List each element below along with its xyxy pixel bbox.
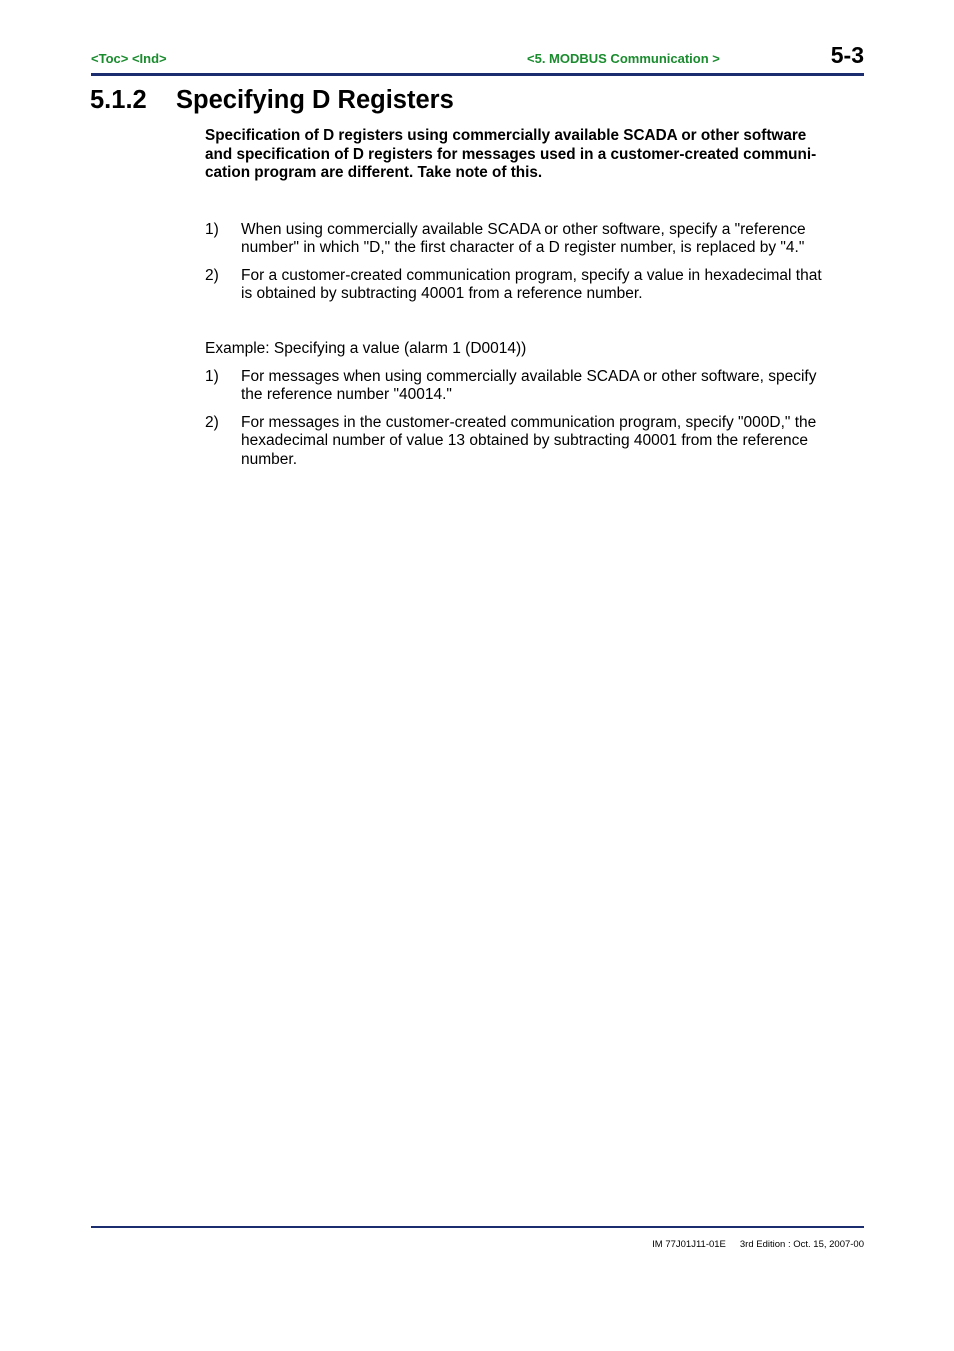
chapter-link[interactable]: <5. MODBUS Communication > xyxy=(527,51,720,66)
section-heading xyxy=(90,86,454,115)
list-item-index: 1) xyxy=(205,221,219,238)
list-item-line: the reference number "40014." xyxy=(241,386,452,404)
edition-info: 3rd Edition : Oct. 15, 2007-00 xyxy=(739,1239,864,1250)
list-item xyxy=(205,414,864,469)
list-item-line: hexadecimal number of value 13 obtained by subtracting 40001 from the reference xyxy=(241,432,808,450)
list-item-line: For messages in the customer-created communication program, specify "000D," the xyxy=(241,413,817,431)
footer-divider xyxy=(91,1226,864,1228)
list-item-index: 1) xyxy=(205,368,219,385)
page-number: 5-3 xyxy=(830,42,864,68)
header-divider xyxy=(91,73,864,76)
list-item-line: number. xyxy=(241,450,298,468)
intro-paragraph xyxy=(205,127,864,183)
intro-line: cation program are different. Take note of this. xyxy=(205,164,543,182)
section-number: 5.1.2 xyxy=(90,86,147,114)
list-item-line: For a customer-created communication program, specify a value in hexadecimal that xyxy=(241,266,822,284)
footer-info xyxy=(652,1239,864,1250)
section-title: Specifying D Registers xyxy=(176,86,454,114)
registers-list xyxy=(205,221,864,304)
list-item-line: When using commercially available SCADA or other software, specify a "reference xyxy=(241,221,806,238)
list-item xyxy=(205,221,864,258)
header-chapter xyxy=(527,51,720,66)
list-item-line: is obtained by subtracting 40001 from a reference number. xyxy=(241,285,643,303)
list-item-index: 2) xyxy=(205,413,219,431)
example-heading: Example: Specifying a value (alarm 1 (D0014)) xyxy=(205,340,527,357)
intro-line: Specification of D registers using commercially available SCADA or other software xyxy=(205,127,807,144)
intro-line: and specification of D registers for messages used in a customer-created communi- xyxy=(205,145,817,163)
list-item-line: For messages when using commercially available SCADA or other software, specify xyxy=(241,368,817,385)
index-link[interactable]: <Ind> xyxy=(131,51,167,66)
list-item-line: number" in which "D," the first character of a D register number, is replaced by "4." xyxy=(241,239,805,257)
document-id: IM 77J01J11-01E xyxy=(652,1239,726,1250)
list-item xyxy=(205,267,864,304)
list-item-index: 2) xyxy=(205,266,219,284)
list-item xyxy=(205,368,864,405)
toc-link[interactable]: <Toc> xyxy=(91,51,129,66)
example-list xyxy=(205,368,864,469)
header-nav-links xyxy=(91,51,167,66)
